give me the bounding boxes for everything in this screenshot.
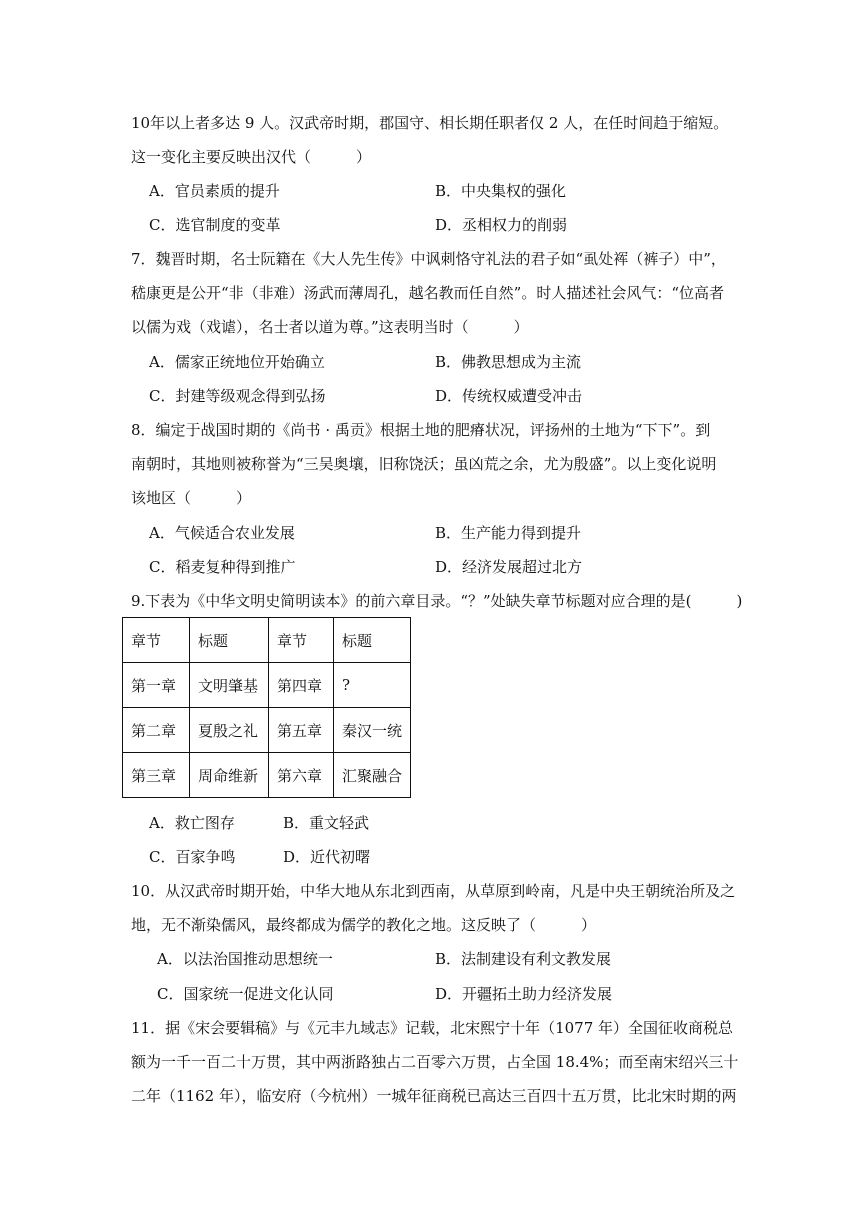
q11-line-2: 额为一千一百二十万贯，其中两浙路独占二百零六万贯，占全国 18.4%；而至南宋绍兴三十 — [131, 1053, 739, 1071]
table-cell: 第二章 — [123, 708, 190, 753]
q9-option-d[interactable]: D．近代初曙 — [283, 848, 371, 866]
table-cell: 第一章 — [123, 663, 190, 708]
q10-line-2: 地，无不渐染儒风，最终都成为儒学的教化之地。这反映了（ ） — [131, 916, 597, 934]
q10-option-c[interactable]: C．国家统一促进文化认同 — [157, 985, 334, 1003]
table-cell: 汇聚融合 — [334, 753, 411, 798]
table-cell: 第五章 — [269, 708, 334, 753]
table-header-cell: 标题 — [334, 618, 411, 663]
q10-option-a[interactable]: A．以法治国推动思想统一 — [157, 950, 333, 968]
table-cell: 第四章 — [269, 663, 334, 708]
table-header-row — [123, 618, 411, 663]
q8-line-2: 南朝时，其地则被称誉为“三吴奥壤，旧称饶沃；虽凶荒之余，尤为殷盛”。以上变化说明 — [131, 455, 717, 473]
q11-line-3: 二年（1162 年），临安府（今杭州）一城年征商税已高达三百四十五万贯，比北宋时期的两 — [131, 1087, 737, 1105]
q7-option-b[interactable]: B．佛教思想成为主流 — [435, 353, 582, 371]
q7-option-a[interactable]: A．儒家正统地位开始确立 — [149, 353, 325, 371]
table-cell: 第六章 — [269, 753, 334, 798]
table-cell: 文明肇基 — [190, 663, 269, 708]
table-cell: ? — [334, 663, 411, 708]
q6-line-1: 10年以上者多达 9 人。汉武帝时期，郡国守、相长期任职者仅 2 人，在任时间趋于缩短。 — [131, 114, 729, 132]
table-cell: 第三章 — [123, 753, 190, 798]
q10-line-1: 10．从汉武帝时期开始，中华大地从东北到西南，从草原到岭南，凡是中央王朝统治所及之 — [131, 882, 736, 900]
q8-line-1: 8．编定于战国时期的《尚书 · 禹贡》根据土地的肥瘠状况，评扬州的土地为“下下”。到 — [131, 421, 711, 439]
table-cell: 秦汉一统 — [334, 708, 411, 753]
q6-line-2: 这一变化主要反映出汉代（ ） — [131, 148, 372, 166]
q10-option-d[interactable]: D．开疆拓土助力经济发展 — [435, 985, 613, 1003]
table-row — [123, 708, 411, 753]
table-header-cell: 章节 — [269, 618, 334, 663]
q7-line-3: 以儒为戏（戏谑），名士者以道为尊。”这表明当时（ ） — [131, 318, 529, 336]
q8-option-d[interactable]: D．经济发展超过北方 — [435, 558, 583, 576]
q7-line-2: 嵇康更是公开“非（非难）汤武而薄周孔，越名教而任自然”。时人描述社会风气：“位高者 — [131, 284, 725, 302]
table-cell: 夏殷之礼 — [190, 708, 269, 753]
q7-option-d[interactable]: D．传统权威遭受冲击 — [435, 387, 583, 405]
q7-line-1: 7．魏晋时期，名士阮籍在《大人先生传》中讽刺恪守礼法的君子如“虱处裈（裤子）中”， — [131, 250, 726, 268]
table-row — [123, 753, 411, 798]
q8-line-3: 该地区（ ） — [131, 489, 252, 507]
q9-option-c[interactable]: C．百家争鸣 — [149, 848, 236, 866]
q10-option-b[interactable]: B．法制建设有利文教发展 — [435, 950, 612, 968]
q8-option-a[interactable]: A．气候适合农业发展 — [149, 524, 295, 542]
table-row — [123, 663, 411, 708]
q7-option-c[interactable]: C．封建等级观念得到弘扬 — [149, 387, 326, 405]
q8-option-c[interactable]: C．稻麦复种得到推广 — [149, 558, 296, 576]
q6-option-d[interactable]: D．丞相权力的削弱 — [435, 216, 568, 234]
q6-option-b[interactable]: B．中央集权的强化 — [435, 182, 567, 200]
q9-option-a[interactable]: A．救亡图存 — [149, 814, 235, 832]
q9-line-1: 9.下表为《中华文明史简明读本》的前六章目录。“？”处缺失章节标题对应合理的是( ) — [131, 592, 743, 610]
q8-option-b[interactable]: B．生产能力得到提升 — [435, 524, 582, 542]
table-header-cell: 标题 — [190, 618, 269, 663]
q9-option-b[interactable]: B．重文轻武 — [283, 814, 370, 832]
q6-option-c[interactable]: C．选官制度的变革 — [149, 216, 281, 234]
table-cell: 周命维新 — [190, 753, 269, 798]
chapter-table — [122, 617, 411, 798]
q6-option-a[interactable]: A．官员素质的提升 — [149, 182, 280, 200]
table-header-cell: 章节 — [123, 618, 190, 663]
q11-line-1: 11．据《宋会要辑稿》与《元丰九域志》记载，北宋熙宁十年（1077 年）全国征收商税总 — [131, 1019, 734, 1037]
